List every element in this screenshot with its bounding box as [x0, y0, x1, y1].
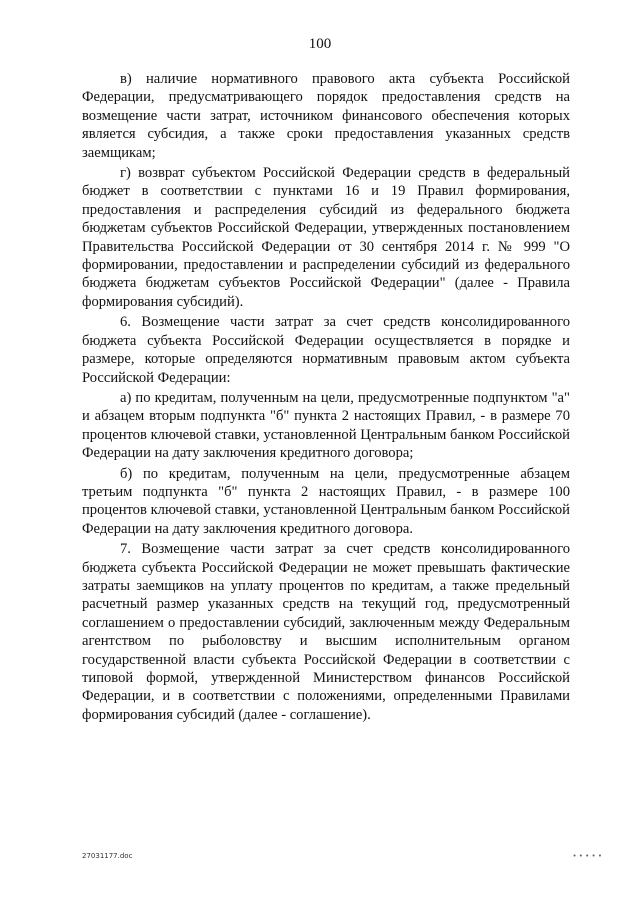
paragraph-g: г) возврат субъектом Российской Федерации средств в федеральный бюджет в соответствии с пунктами 16 и 19 Правил формирования, предоставления и распределения субсидий из федерального бюджета бюджетам субъектов Российской Федерации, утвержденных постановлением Правительства Российской Федерации от 30 сентября 2014 г. № 999 "О формировании, предоставлении и распределении субсидий из федерального бюджета бюджетам субъектов Российской Федерации" (далее - Правила формирования субсидий). [82, 165, 570, 310]
paragraph-6b: б) по кредитам, полученным на цели, предусмотренные абзацем третьим подпункта "б" пункта 2 настоящих Правил, - в размере 100 процентов ключевой ставки, установленной Центральным банком Российской Федерации на дату заключения кредитного договора. [82, 465, 570, 537]
paragraph-7: 7. Возмещение части затрат за счет средств консолидированного бюджета субъекта Российской Федерации не может превышать фактические затраты заемщиков на уплату процентов по кредитам, а также предельный расчетный размер указанных средств на текущий год, предусмотренный соглашением о предоставлении субсидий, заключенным между Федеральным агентством по рыболовству и высшим исполнительным органом государственной власти субъекта Российской Федерации в соответствии с типовой формой, утвержденной Министерством финансов Российской Федерации, и в соответствии с положениями, определенными Правилами формирования субсидий (далее - соглашение). [82, 541, 570, 723]
paragraph-6: 6. Возмещение части затрат за счет средств консолидированного бюджета субъекта Российской Федерации осуществляется в порядке и размере, которые определяются нормативным правовым актом субъекта Российской Федерации: [82, 314, 570, 386]
document-body [82, 70, 570, 726]
footer-filename: 27031177.doc [82, 852, 133, 860]
paragraph-6a: а) по кредитам, полученным на цели, предусмотренные подпунктом "а" и абзацем вторым подпункта "б" пункта 2 настоящих Правил, - в размере 70 процентов ключевой ставки, установленной Центральным банком Российской Федерации на дату заключения кредитного договора; [82, 389, 570, 462]
footer-mark: • • • • • [572, 852, 602, 860]
paragraph-v: в) наличие нормативного правового акта субъекта Российской Федерации, предусматривающего порядок предоставления средств на возмещение части затрат, источником финансового обеспечения которых является субсидия, а также сроки предоставления указанных средств заемщикам; [82, 71, 570, 161]
page-number: 100 [308, 36, 332, 52]
